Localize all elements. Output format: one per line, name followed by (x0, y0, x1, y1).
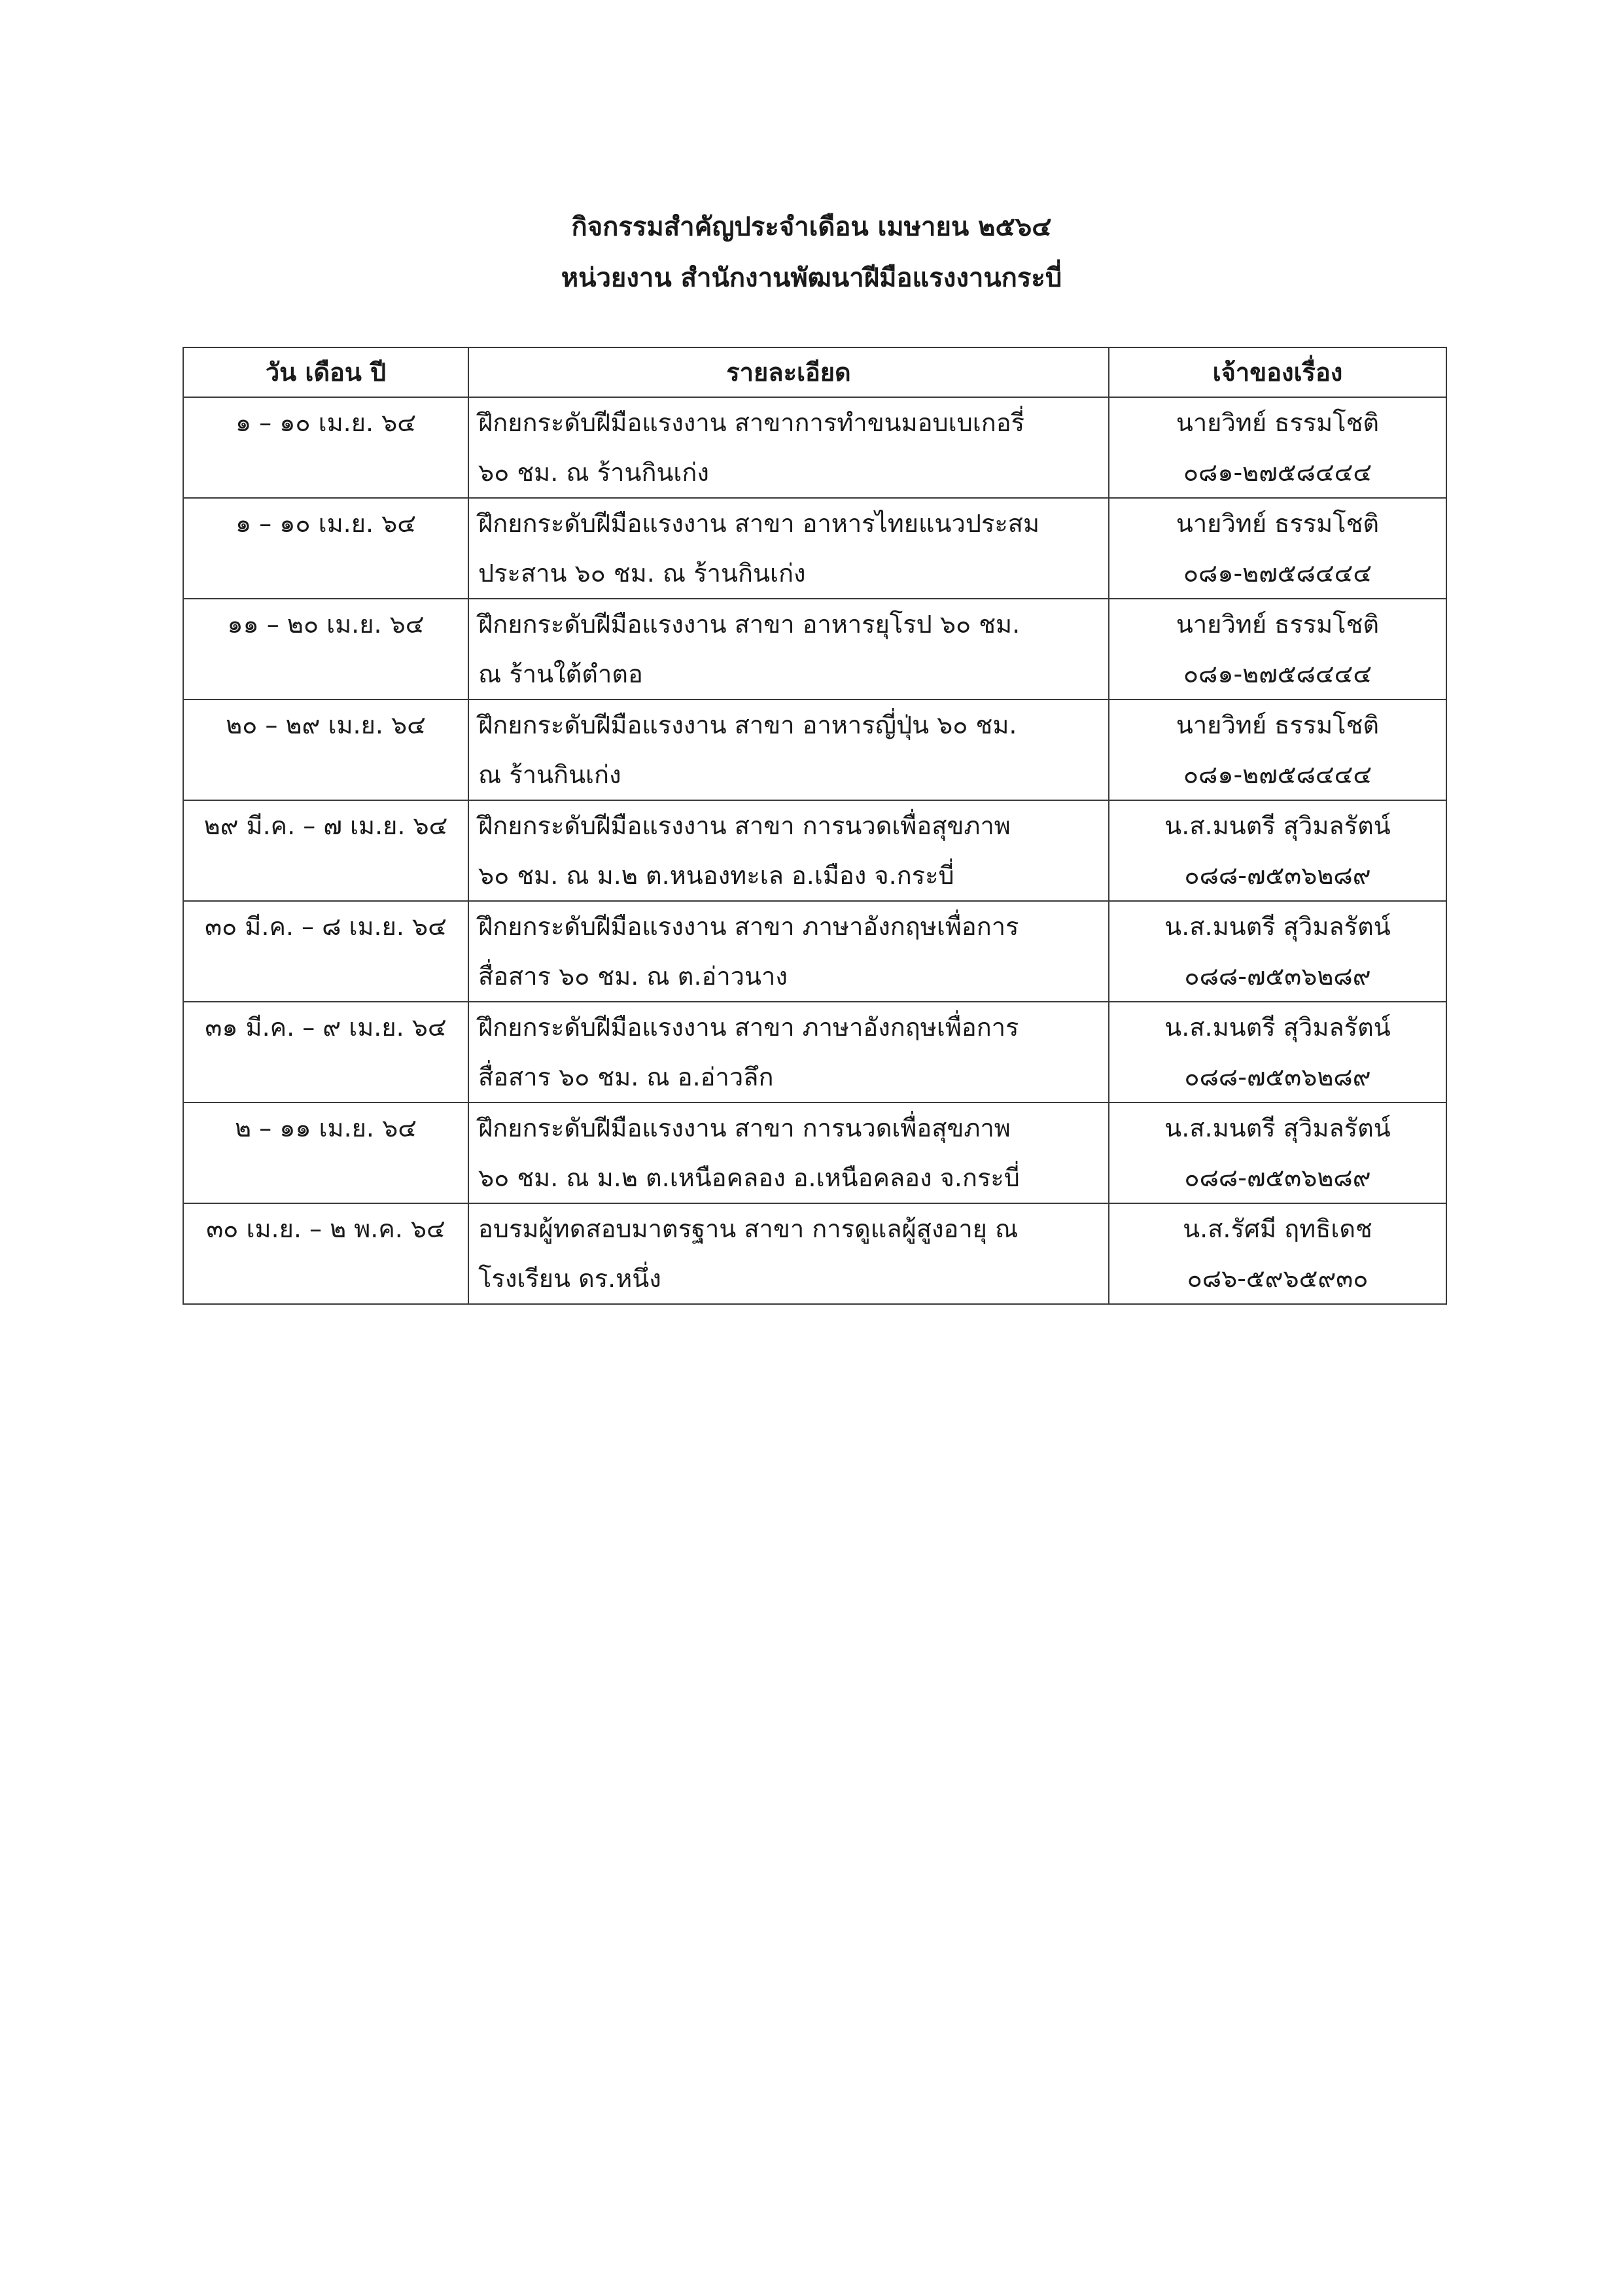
detail-cell: อบรมผู้ทดสอบมาตรฐาน สาขา การดูแลผู้สูงอายุ ณ โรงเรียน ดร.หนึ่ง (468, 1203, 1109, 1304)
date-cell: ๒๙ มี.ค. – ๗ เม.ย. ๖๔ (183, 800, 468, 901)
header-detail: รายละเอียด (468, 347, 1109, 397)
detail-cell: ฝึกยกระดับฝีมือแรงงาน สาขา ภาษาอังกฤษเพื่อการ สื่อสาร ๖๐ ชม. ณ อ.อ่าวลึก (468, 1002, 1109, 1103)
owner-cell: น.ส.มนตรี สุวิมลรัตน์ ๐๘๘-๗๕๓๖๒๘๙ (1109, 901, 1446, 1002)
header-date: วัน เดือน ปี (183, 347, 468, 397)
detail-cell: ฝึกยกระดับฝีมือแรงงาน สาขาการทำขนมอบเบเกอรี่ ๖๐ ชม. ณ ร้านกินเก่ง (468, 397, 1109, 498)
detail-cell: ฝึกยกระดับฝีมือแรงงาน สาขา อาหารยุโรป ๖๐ ชม. ณ ร้านใต้ตำตอ (468, 599, 1109, 699)
owner-cell: นายวิทย์ ธรรมโชติ ๐๘๑-๒๗๕๘๔๔๔ (1109, 599, 1446, 699)
detail-cell: ฝึกยกระดับฝีมือแรงงาน สาขา ภาษาอังกฤษเพื่อการ สื่อสาร ๖๐ ชม. ณ ต.อ่าวนาง (468, 901, 1109, 1002)
title-block (0, 202, 1623, 304)
owner-cell: นายวิทย์ ธรรมโชติ ๐๘๑-๒๗๕๘๔๔๔ (1109, 498, 1446, 599)
document-title: กิจกรรมสำคัญประจำเดือน เมษายน ๒๕๖๔ (571, 212, 1052, 242)
table-row (183, 599, 1446, 699)
date-cell: ๑ – ๑๐ เม.ย. ๖๔ (183, 498, 468, 599)
owner-cell: นายวิทย์ ธรรมโชติ ๐๘๑-๒๗๕๘๔๔๔ (1109, 397, 1446, 498)
detail-cell: ฝึกยกระดับฝีมือแรงงาน สาขา การนวดเพื่อสุขภาพ ๖๐ ชม. ณ ม.๒ ต.หนองทะเล อ.เมือง จ.กระบี่ (468, 800, 1109, 901)
date-cell: ๒๐ – ๒๙ เม.ย. ๖๔ (183, 699, 468, 800)
table-header-row (183, 347, 1446, 397)
events-table (183, 347, 1447, 1305)
date-cell: ๓๐ มี.ค. – ๘ เม.ย. ๖๔ (183, 901, 468, 1002)
table-row (183, 1002, 1446, 1103)
owner-cell: นายวิทย์ ธรรมโชติ ๐๘๑-๒๗๕๘๔๔๔ (1109, 699, 1446, 800)
detail-cell: ฝึกยกระดับฝีมือแรงงาน สาขา การนวดเพื่อสุขภาพ ๖๐ ชม. ณ ม.๒ ต.เหนือคลอง อ.เหนือคลอง จ.กระบี่ (468, 1103, 1109, 1203)
date-cell: ๑๑ – ๒๐ เม.ย. ๖๔ (183, 599, 468, 699)
date-cell: ๓๐ เม.ย. – ๒ พ.ค. ๖๔ (183, 1203, 468, 1304)
date-cell: ๓๑ มี.ค. – ๙ เม.ย. ๖๔ (183, 1002, 468, 1103)
header-owner: เจ้าของเรื่อง (1109, 347, 1446, 397)
table-row (183, 901, 1446, 1002)
date-cell: ๑ – ๑๐ เม.ย. ๖๔ (183, 397, 468, 498)
document-subtitle: หน่วยงาน สำนักงานพัฒนาฝีมือแรงงานกระบี่ (561, 263, 1062, 293)
date-cell: ๒ – ๑๑ เม.ย. ๖๔ (183, 1103, 468, 1203)
table-row (183, 1103, 1446, 1203)
owner-cell: น.ส.รัศมี ฤทธิเดช ๐๘๖-๕๙๖๕๙๓๐ (1109, 1203, 1446, 1304)
table-row (183, 699, 1446, 800)
detail-cell: ฝึกยกระดับฝีมือแรงงาน สาขา อาหารไทยแนวประสม ประสาน ๖๐ ชม. ณ ร้านกินเก่ง (468, 498, 1109, 599)
table-row (183, 800, 1446, 901)
table-row (183, 1203, 1446, 1304)
owner-cell: น.ส.มนตรี สุวิมลรัตน์ ๐๘๘-๗๕๓๖๒๘๙ (1109, 800, 1446, 901)
owner-cell: น.ส.มนตรี สุวิมลรัตน์ ๐๘๘-๗๕๓๖๒๘๙ (1109, 1002, 1446, 1103)
detail-cell: ฝึกยกระดับฝีมือแรงงาน สาขา อาหารญี่ปุ่น ๖๐ ชม. ณ ร้านกินเก่ง (468, 699, 1109, 800)
table-row (183, 397, 1446, 498)
owner-cell: น.ส.มนตรี สุวิมลรัตน์ ๐๘๘-๗๕๓๖๒๘๙ (1109, 1103, 1446, 1203)
table-row (183, 498, 1446, 599)
